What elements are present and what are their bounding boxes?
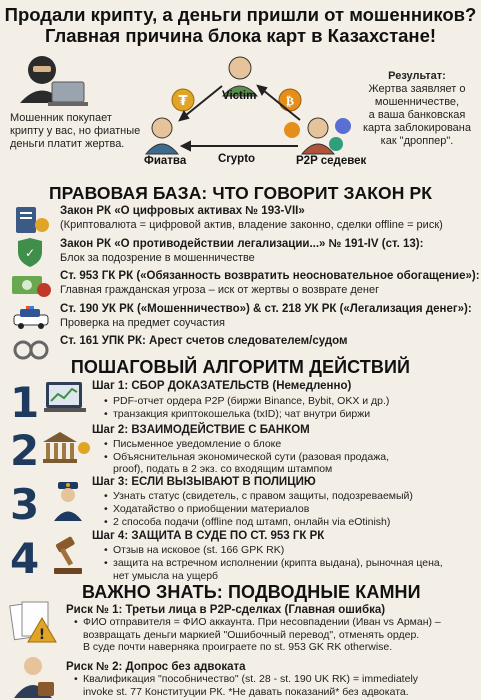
police-car-icon bbox=[10, 303, 52, 333]
svg-text:!: ! bbox=[38, 627, 46, 643]
laptop-icon bbox=[48, 82, 88, 106]
step-number: 3 bbox=[10, 480, 40, 529]
p2p-seller-label: P2P седевек bbox=[296, 155, 367, 167]
fiat-label: Фиатва bbox=[144, 155, 187, 167]
pitfalls-heading: ВАЖНО ЗНАТЬ: ПОДВОДНЫЕ КАМНИ bbox=[82, 582, 421, 602]
gavel-icon bbox=[50, 534, 90, 576]
step-number: 2 bbox=[10, 426, 40, 475]
p2p-seller-icon bbox=[302, 118, 334, 154]
headline-line-1: Продали крипту, а деньги пришли от мошенников? bbox=[4, 4, 477, 25]
bitcoin-coin-icon bbox=[279, 89, 301, 111]
step-number: 4 bbox=[10, 534, 40, 583]
algorithm-heading: ПОШАГОВЫЙ АЛГОРИТМ ДЕЙСТВИЙ bbox=[70, 357, 411, 377]
scammer-note: Мошенник покупает крипту у вас, но фиатные деньги платит жертва. bbox=[10, 112, 141, 150]
document-icon bbox=[10, 205, 52, 235]
victim-label: Victim bbox=[222, 90, 257, 102]
risk-1: Риск № 1: Третьи лица в P2P-сделках (Главная ошибка) • ФИО отправителя = ФИО аккаунта. При несовпадении (Иван vs Арман) – возвращать деньги маркией "Ошибочный перевод", отменять ордер. В суде почти наверняка проиграете по st. 953 GK RK otherwise. bbox=[66, 604, 478, 654]
result-note: Результат: Жертва заявляет о мошенничестве, а ваша банковская карта заблокирована как "дроппер". bbox=[363, 70, 471, 147]
law-item: Ст. 161 УПК РК: Арест счетов следователем/судом bbox=[10, 335, 475, 365]
lawyer-icon bbox=[8, 654, 58, 698]
law-item: Ст. 190 УК РК («Мошенничество») & ст. 218 УК РК («Легализация денег»): Проверка на предмет соучастия bbox=[10, 303, 475, 333]
bank-icon bbox=[40, 430, 90, 466]
law-item: Ст. 953 ГК РК («Обязанность возвратить неосновательное обогащение»): Главная гражданская угроза – иск от жертвы о возврате денег bbox=[10, 270, 475, 300]
svg-text:✓: ✓ bbox=[24, 246, 36, 260]
warning-documents-icon bbox=[6, 596, 62, 646]
step-1: 1 Шаг 1: СБОР ДОКАЗАТЕЛЬСТВ (Немедленно) • PDF-отчет ордера P2P (биржи Binance, Bybit, OKX и др.) • транзакция криптокошелька (txID); чат внутри биржи bbox=[6, 378, 476, 424]
law-item: Закон РК «О цифровых активах № 193-VII» (Криптовалюта = цифровой актив, владение законно, сделки offline = риск) bbox=[10, 205, 475, 235]
scam-scheme-diagram bbox=[0, 48, 481, 178]
crypto-label: Crypto bbox=[218, 153, 256, 165]
step-number: 1 bbox=[10, 378, 40, 427]
legal-heading: ПРАВОВАЯ БАЗА: ЧТО ГОВОРИТ ЗАКОН РК bbox=[48, 183, 433, 203]
shield-money-icon bbox=[10, 238, 52, 268]
step-3: 3 Шаг 3: ЕСЛИ ВЫЗЫВАЮТ В ПОЛИЦИЮ • Узнать статус (свидетель, с правом защиты, подозреваемый) • Ходатайство о приобщении материалов • 2 способа подачи (offline под штамп, онлайн via eOtinish) bbox=[6, 476, 476, 528]
law-item: ✓ Закон РК «О противодействии легализации...» № 191-IV (ст. 13): Блок за подозрение в мошенничестве bbox=[10, 238, 475, 268]
fiat-person-icon bbox=[146, 118, 178, 154]
svg-text:₿: ₿ bbox=[285, 94, 295, 108]
police-officer-icon bbox=[50, 480, 86, 522]
svg-text:₮: ₮ bbox=[178, 94, 188, 109]
step-2: 2 Шаг 2: ВЗАИМОДЕЙСТВИЕ С БАНКОМ • Письменное уведомление о блоке • Объяснительная экономической сути (разовая продажа, proof), подать в 2 экз. со входящим штампом bbox=[6, 424, 476, 474]
headline-line-2: Главная причина блока карт в Казахстане! bbox=[44, 25, 437, 46]
tether-coin-icon bbox=[172, 89, 194, 111]
risk-2: Риск № 2: Допрос без адвоката • Квалификация "пособничество" (st. 28 - st. 190 UK RK) = immediately invoke st. 77 Конституции РК. *Не давать показаний* без адвоката. bbox=[66, 661, 478, 698]
laptop-chart-icon bbox=[44, 380, 86, 418]
cash-icon bbox=[10, 270, 52, 300]
step-4: 4 Шаг 4: ЗАЩИТА В СУДЕ ПО СТ. 953 ГК РК • Отзыв на исковое (st. 166 GPK RK) • защита на встречном исполнении (крипта выдана), рыночная цена, нет умысла на ущерб bbox=[6, 530, 476, 584]
